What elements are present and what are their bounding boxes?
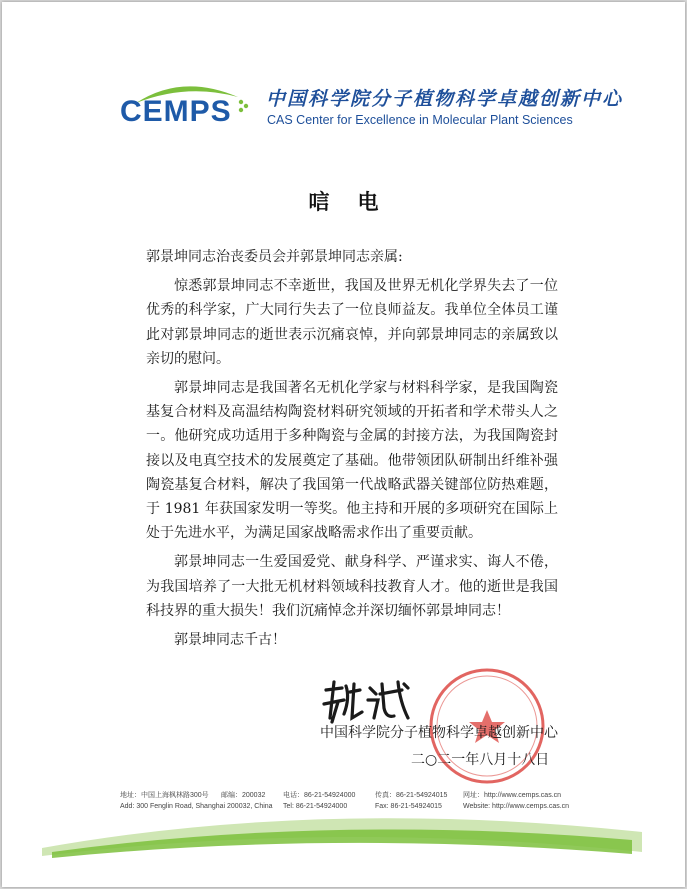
logo-dots-icon xyxy=(238,99,250,113)
paragraph: 惊悉郭景坤同志不幸逝世，我国及世界无机化学界失去了一位优秀的科学家，广大同行失去了一位良师益友。我单位全体员工谨此对郭景坤同志的逝世表示沉痛哀悼，并向郭景坤同志的亲属致以亲切的慰问。 xyxy=(146,278,558,367)
letter-title: 唁电 xyxy=(308,190,407,214)
logo-text: CEMPS xyxy=(120,95,232,128)
footer-address-cn: 地址：中国上海枫林路300号 xyxy=(120,792,209,799)
footer-fax-cn: 传真：86-21-54924015 xyxy=(375,792,448,799)
salutation: 郭景坤同志治丧委员会并郭景坤同志亲属: xyxy=(146,249,403,265)
footer-address-en: Add: 300 Fenglin Road, Shanghai 200032, China xyxy=(120,803,273,810)
org-name-en: CAS Center for Excellence in Molecular Plant Sciences xyxy=(267,113,573,127)
letter-body xyxy=(146,245,558,657)
paragraph: 郭景坤同志千古！ xyxy=(174,632,286,649)
org-name-cn: 中国科学院分子植物科学卓越创新中心 xyxy=(266,88,624,110)
letter-date: 二○二一年八月十八日 xyxy=(411,752,550,768)
footer-zip-cn: 邮编：200032 xyxy=(221,792,266,799)
footer-fax-en: Fax: 86-21-54924015 xyxy=(375,803,442,810)
cemps-logo xyxy=(120,77,250,137)
sender-org: 中国科学院分子植物科学卓越创新中心 xyxy=(320,725,558,741)
paragraph: 郭景坤同志是我国著名无机化学家与材料科学家，是我国陶瓷基复合材料及高温结构陶瓷材料研究领域的开拓者和学术带头人之一。他研究成功适用于多种陶瓷与金属的封接方法，为我国陶瓷封接以及电真空技术的发展奠定了基础。他带领团队研制出纤维补强陶瓷基复合材料，解决了我国第一代战略武器关键部位防热难题，于 1981 年获国家发明一等奖。他主持和开展的多项研究在国际上处于先进水平，为满足国家战略需求作出了重要贡献。 xyxy=(146,380,558,542)
footer-web-en[interactable]: Website: http://www.cemps.cas.cn xyxy=(463,803,570,810)
paragraph: 郭景坤同志一生爱国爱党、献身科学、严谨求实、诲人不倦，为我国培养了一大批无机材料领域科技教育人才。他的逝世是我国科技界的重大损失！我们沉痛悼念并深切缅怀郭景坤同志！ xyxy=(146,554,558,619)
footer-tel-en: Tel: 86-21-54924000 xyxy=(283,803,348,810)
footer-green-wave xyxy=(2,808,685,887)
letter-page xyxy=(2,2,685,887)
handwritten-signature xyxy=(320,678,412,726)
footer-tel-cn: 电话：86-21-54924000 xyxy=(283,792,356,799)
footer-web-cn[interactable]: 网址：http://www.cemps.cas.cn xyxy=(463,792,562,799)
